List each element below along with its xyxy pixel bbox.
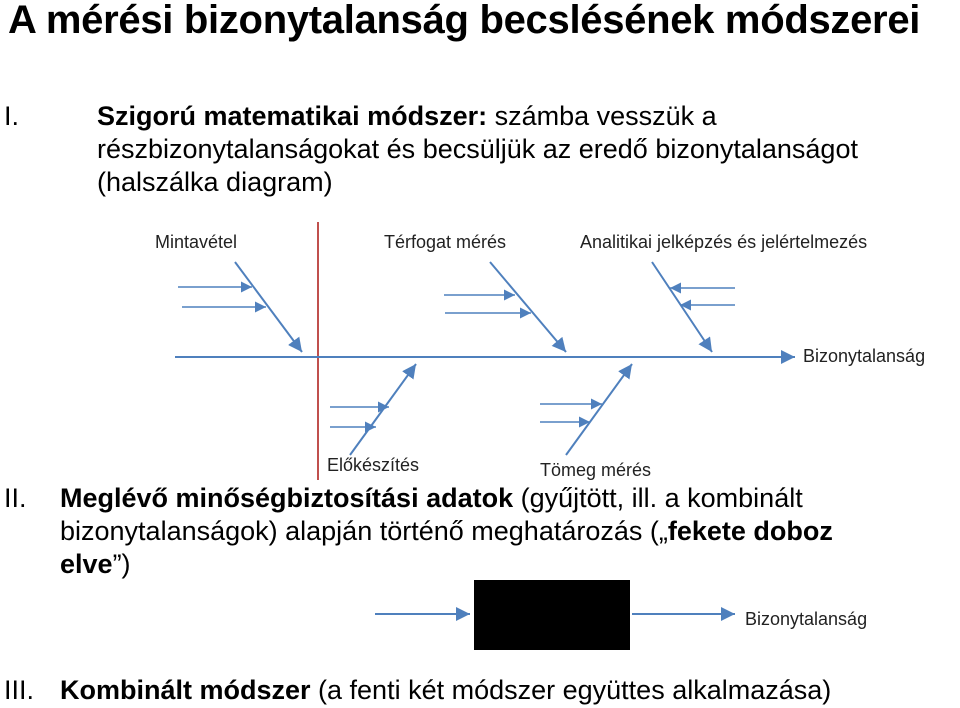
section-2-line-2 <box>60 515 833 548</box>
section-3-number: III. <box>4 675 35 705</box>
section-1-bold: Szigorú matematikai módszer: <box>97 101 488 131</box>
section-2 <box>0 482 960 582</box>
section-2-line-3-rest: ”) <box>112 549 131 579</box>
section-1-line-3: (halszálka diagram) <box>97 167 333 197</box>
section-3-line <box>60 674 831 707</box>
section-2-line-2-text: bizonytalanságok) alapján történő meghatározás („ <box>60 516 668 546</box>
bone-analitikai <box>652 262 712 352</box>
cause-label-analitikai: Analitikai jelképzés és jelértelmezés <box>580 232 868 252</box>
section-1-line-2: részbizonytalanságokat és becsüljük az eredő bizonytalanságot <box>97 134 858 164</box>
section-1-number: I. <box>4 101 20 131</box>
section-2-rest: (gyűjtött, ill. a kombinált <box>513 483 803 513</box>
section-2-line-3 <box>60 548 131 581</box>
cause-label-mintavetel: Mintavétel <box>155 232 238 252</box>
section-3-bold: Kombinált módszer <box>60 675 311 705</box>
section-2-bold: Meglévő minőségbiztosítási adatok <box>60 483 514 513</box>
section-3-rest: (a fenti két módszer együttes alkalmazása) <box>310 675 832 705</box>
cause-label-elokeszites: Előkészítés <box>327 455 420 475</box>
section-3 <box>0 674 960 708</box>
cause-label-terfogat: Térfogat mérés <box>384 232 507 252</box>
cause-label-tomeg: Tömeg mérés <box>540 460 652 480</box>
bone-tomeg <box>566 364 632 455</box>
section-1-rest: számba vesszük a <box>487 101 717 131</box>
section-2-number: II. <box>4 483 27 513</box>
bone-terfogat <box>490 262 566 352</box>
section-2-bold-2: fekete doboz <box>667 516 833 546</box>
effect-label: Bizonytalanság <box>803 346 926 366</box>
blackbox-output-label: Bizonytalanság <box>745 609 868 629</box>
black-box <box>474 580 630 650</box>
section-2-line-1 <box>60 482 803 515</box>
page-title: A mérési bizonytalanság becslésének módszerei <box>8 0 921 42</box>
bone-elokeszites <box>350 364 416 455</box>
section-2-bold-3: elve <box>60 549 113 579</box>
